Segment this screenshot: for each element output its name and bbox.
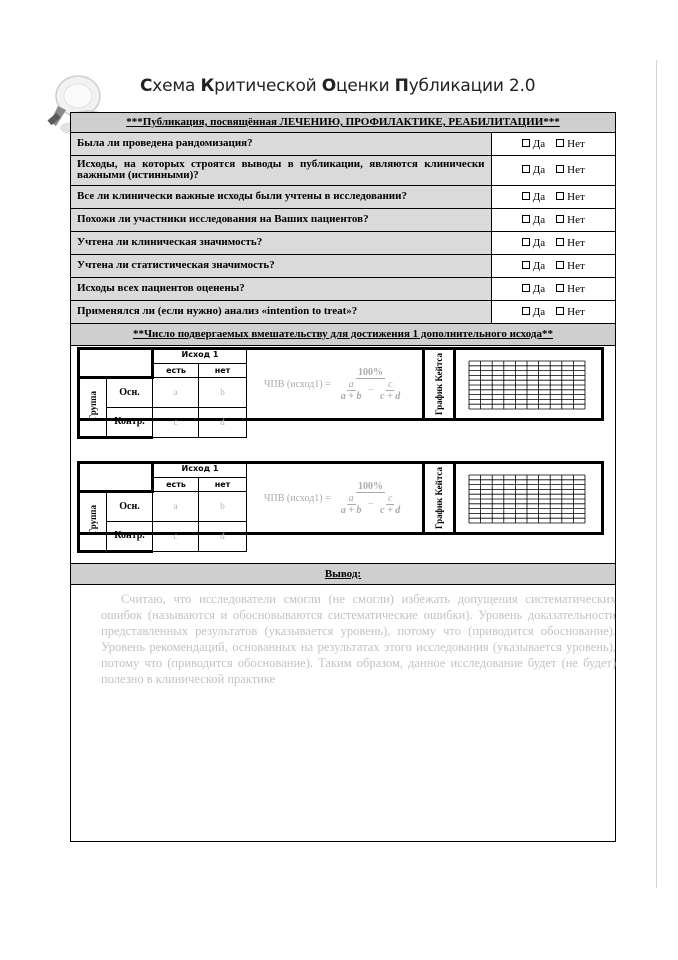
question-row	[71, 208, 615, 231]
question-text: Учтена ли клиническая значимость?	[71, 231, 491, 254]
cell-b-input[interactable]: b	[199, 491, 247, 521]
col-no-header: нет	[199, 477, 247, 491]
no-checkbox[interactable]: Нет	[556, 191, 585, 203]
answer-options	[491, 133, 615, 155]
question-row	[71, 277, 615, 300]
cell-a-input[interactable]: a	[153, 377, 199, 407]
question-text: Применялся ли (если нужно) анализ «intention to treat»?	[71, 300, 491, 323]
question-text: Исходы всех пациентов оценены?	[71, 277, 491, 300]
question-row	[71, 133, 615, 155]
question-text: Исходы, на которых строятся выводы в публикации, являются клинически важными (истинными)?	[71, 155, 491, 185]
section-header-bar: ***Публикация, посвящённая ЛЕЧЕНИЮ, ПРОФИЛАКТИКЕ, РЕАБИЛИТАЦИИ***	[71, 113, 615, 133]
yes-checkbox[interactable]: Да	[522, 260, 545, 272]
appraisal-form	[70, 112, 616, 842]
question-text: Похожи ли участники исследования на Ваших пациентов?	[71, 208, 491, 231]
outcome-header: Исход 1	[153, 347, 247, 363]
cell-d-input[interactable]: d	[199, 407, 247, 437]
row-control-label: Контр.	[107, 521, 153, 551]
question-row	[71, 185, 615, 208]
answer-options	[491, 254, 615, 277]
question-text: Была ли проведена рандомизация?	[71, 133, 491, 155]
contingency-table	[77, 347, 247, 439]
no-checkbox[interactable]: Нет	[556, 214, 585, 226]
questions-table	[71, 133, 615, 324]
page-title: Схема Критической Оценки Публикации 2.0	[140, 76, 536, 96]
cates-plot-label: График Кейтса	[422, 350, 456, 418]
question-row	[71, 231, 615, 254]
cell-a-input[interactable]: a	[153, 491, 199, 521]
row-control-label: Контр.	[107, 407, 153, 437]
yes-checkbox[interactable]: Да	[522, 214, 545, 226]
group-label: Группа	[79, 491, 107, 551]
answer-options	[491, 231, 615, 254]
row-main-label: Осн.	[107, 377, 153, 407]
question-text: Учтена ли статистическая значимость?	[71, 254, 491, 277]
col-yes-header: есть	[153, 477, 199, 491]
cell-b-input[interactable]: b	[199, 377, 247, 407]
outcome-header: Исход 1	[153, 461, 247, 477]
cates-grid	[468, 474, 586, 524]
answer-options	[491, 185, 615, 208]
no-checkbox[interactable]: Нет	[556, 283, 585, 295]
conclusion-header-bar: Вывод:	[71, 563, 615, 585]
nnt-header-bar: **Число подвергаемых вмешательству для достижения 1 дополнительного исхода**	[71, 324, 615, 346]
question-row	[71, 155, 615, 185]
question-row	[71, 254, 615, 277]
question-row	[71, 300, 615, 323]
col-yes-header: есть	[153, 363, 199, 377]
cell-c-input[interactable]: c	[153, 407, 199, 437]
answer-options	[491, 155, 615, 185]
nnt-block	[77, 347, 604, 427]
yes-checkbox[interactable]: Да	[522, 306, 545, 318]
nnt-formula: ЧПВ (исход1) = 100% $\frac{a}{a + b}$ − $\frac{c}{c + d}$	[264, 366, 401, 402]
no-checkbox[interactable]: Нет	[556, 164, 585, 176]
nnt-formula: ЧПВ (исход1) = 100% $\frac{a}{a + b}$ − $\frac{c}{c + d}$	[264, 480, 401, 516]
yes-checkbox[interactable]: Да	[522, 138, 545, 150]
col-no-header: нет	[199, 363, 247, 377]
yes-checkbox[interactable]: Да	[522, 283, 545, 295]
page-edge-line	[656, 60, 657, 888]
answer-options	[491, 277, 615, 300]
no-checkbox[interactable]: Нет	[556, 237, 585, 249]
cell-c-input[interactable]: c	[153, 521, 199, 551]
no-checkbox[interactable]: Нет	[556, 306, 585, 318]
conclusion-text-area[interactable]: Считаю, что исследователи смогли (не смогли) избежать допущения систематических ошибок (называются и обосновываются систематические ошибки). Уровень доказательности представленных результатов (указывается уровень), потому что (приводится обоснование). Уровень рекомендаций, основанных на результатах этого исследования (указывается уровень), потому что (приводится обоснование). Таким образом, данное исследование будет (не будет) полезно в клинической практике	[101, 592, 616, 686]
cates-plot-label: График Кейтса	[422, 464, 456, 532]
answer-options	[491, 300, 615, 323]
group-label: Группа	[79, 377, 107, 437]
row-main-label: Осн.	[107, 491, 153, 521]
no-checkbox[interactable]: Нет	[556, 138, 585, 150]
yes-checkbox[interactable]: Да	[522, 191, 545, 203]
no-checkbox[interactable]: Нет	[556, 260, 585, 272]
yes-checkbox[interactable]: Да	[522, 164, 545, 176]
contingency-table	[77, 461, 247, 553]
yes-checkbox[interactable]: Да	[522, 237, 545, 249]
question-text: Все ли клинически важные исходы были учтены в исследовании?	[71, 185, 491, 208]
cates-grid	[468, 360, 586, 410]
answer-options	[491, 208, 615, 231]
cell-d-input[interactable]: d	[199, 521, 247, 551]
nnt-block	[77, 461, 604, 541]
